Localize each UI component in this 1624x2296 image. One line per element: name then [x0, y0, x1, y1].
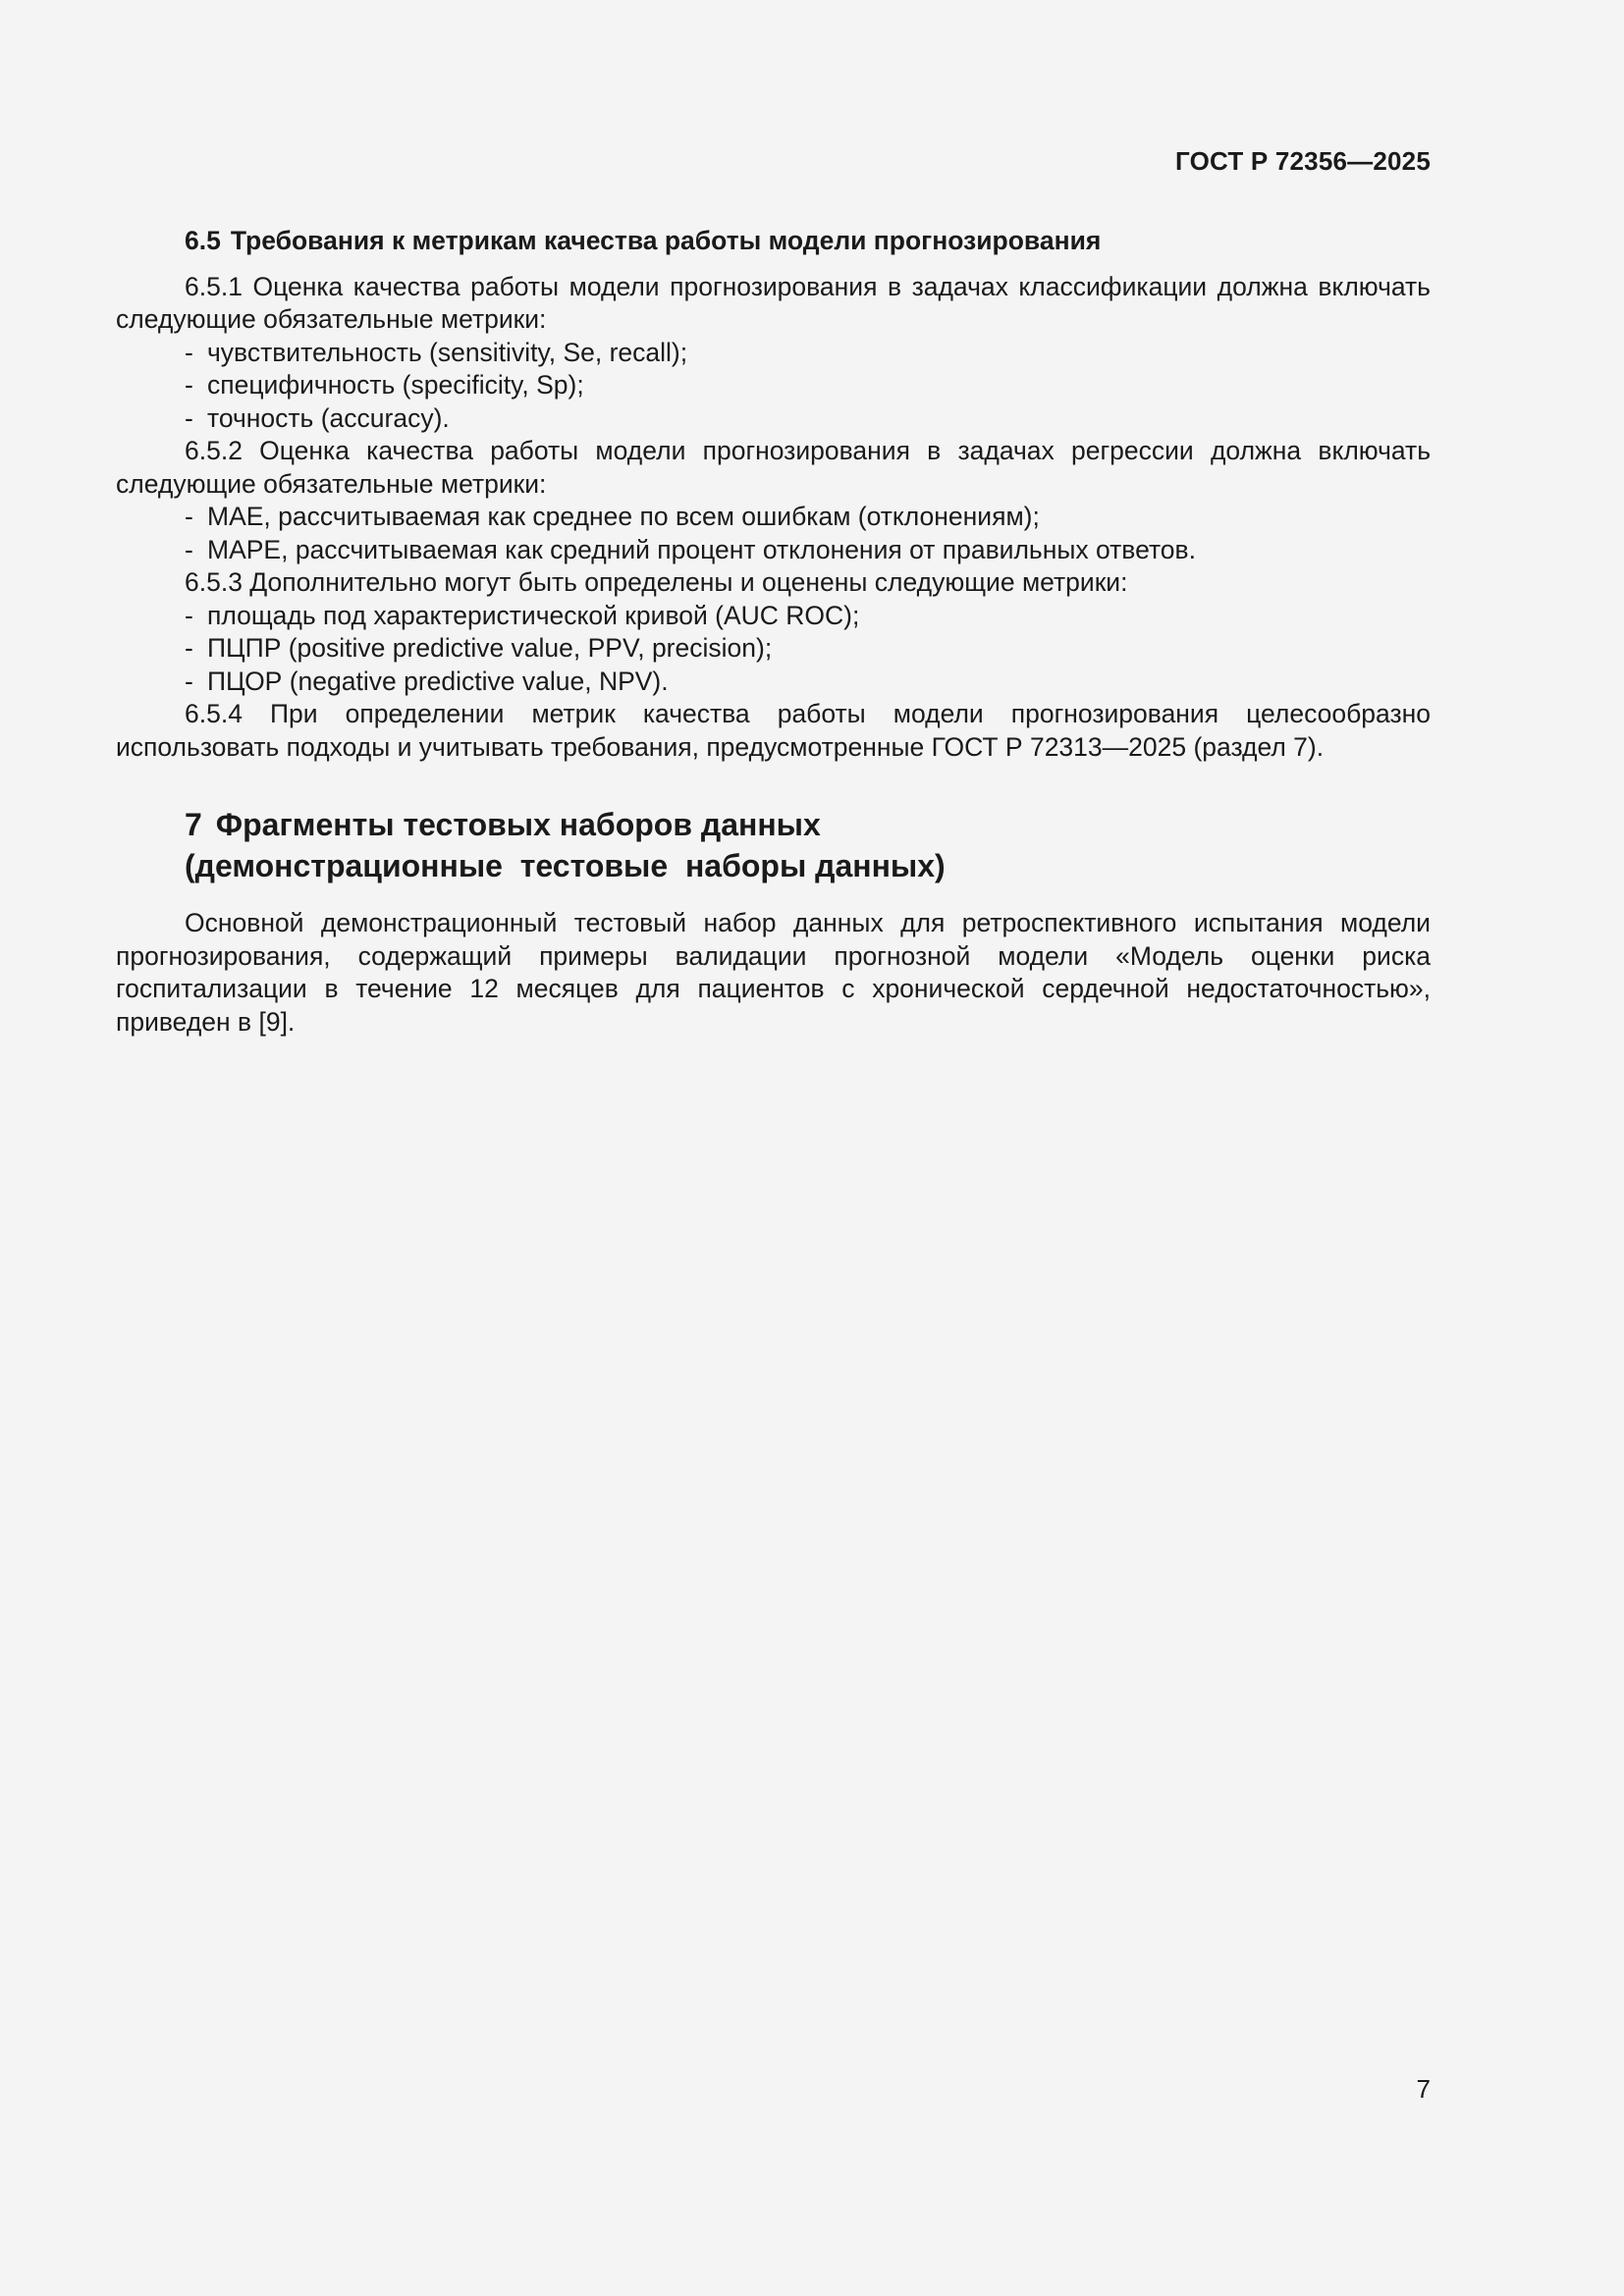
section-7-number: 7: [185, 807, 202, 842]
document-id-header: ГОСТ Р 72356—2025: [1175, 146, 1431, 176]
list-item: [116, 600, 1431, 633]
dash-marker: -: [185, 534, 193, 564]
clause-6-5-1: 6.5.1 Оценка качества работы модели прогнозирования в задачах классификации должна включать следующие обязательные метрики:: [116, 271, 1431, 334]
section-7-heading-line1: [185, 804, 1431, 845]
dash-marker: -: [185, 402, 193, 433]
dash-marker: -: [185, 600, 193, 630]
dash-marker: -: [185, 666, 193, 696]
list-item: [116, 534, 1431, 567]
section-7-title-line2: (демонстрационные тестовые наборы данных): [185, 848, 946, 883]
dash-marker: -: [185, 633, 193, 663]
list-item: [116, 501, 1431, 534]
page-content: [116, 225, 1431, 1039]
list-item: [116, 337, 1431, 370]
section-6-5-heading: [185, 225, 1431, 258]
list-item: [116, 369, 1431, 402]
list-item-text: MAPE, рассчитываемая как средний процент отклонения от правильных ответов.: [207, 534, 1196, 564]
list-item: [116, 402, 1431, 436]
dash-marker: -: [185, 502, 193, 531]
list-item-text: ПЦОР (negative predictive value, NPV).: [207, 666, 669, 696]
list-item-text: точность (accuracy).: [207, 402, 450, 433]
section-7-heading: [185, 804, 1431, 886]
list-item-text: чувствительность (sensitivity, Se, recall);: [207, 337, 688, 367]
list-item: [116, 666, 1431, 699]
list-item: [116, 632, 1431, 666]
list-item-text: MAE, рассчитываемая как среднее по всем ошибкам (отклонениям);: [207, 502, 1040, 531]
section-6-5-title: Требования к метрикам качества работы модели прогнозирования: [230, 226, 1102, 255]
list-item-text: площадь под характеристической кривой (AUC ROC);: [207, 600, 860, 630]
dash-marker: -: [185, 337, 193, 367]
section-7-title-line1: Фрагменты тестовых наборов данных: [215, 807, 821, 842]
list-item-text: ПЦПР (positive predictive value, PPV, precision);: [207, 633, 773, 663]
clause-6-5-4: 6.5.4 При определении метрик качества работы модели прогнозирования целесообразно использовать подходы и учитывать требования, предусмотренные ГОСТ Р 72313—2025 (раздел 7).: [116, 699, 1431, 762]
dash-marker: -: [185, 370, 193, 400]
section-6-5-number: 6.5: [185, 226, 221, 255]
list-item-text: специфичность (specificity, Sp);: [207, 370, 584, 400]
section-7-body: Основной демонстрационный тестовый набор данных для ретроспективного испытания модели прогнозирования, содержащий примеры валидации прогнозной модели «Модель оценки риска госпитализации в течение 12 месяцев для пациентов с хронической сердечной недостаточностью», приведен в [9].: [116, 908, 1431, 1037]
clause-6-5-3: 6.5.3 Дополнительно могут быть определены и оценены следующие метрики:: [185, 567, 1128, 597]
page-number: 7: [1416, 2074, 1431, 2104]
clause-6-5-2: 6.5.2 Оценка качества работы модели прогнозирования в задачах регрессии должна включать следующие обязательные метрики:: [116, 436, 1431, 499]
